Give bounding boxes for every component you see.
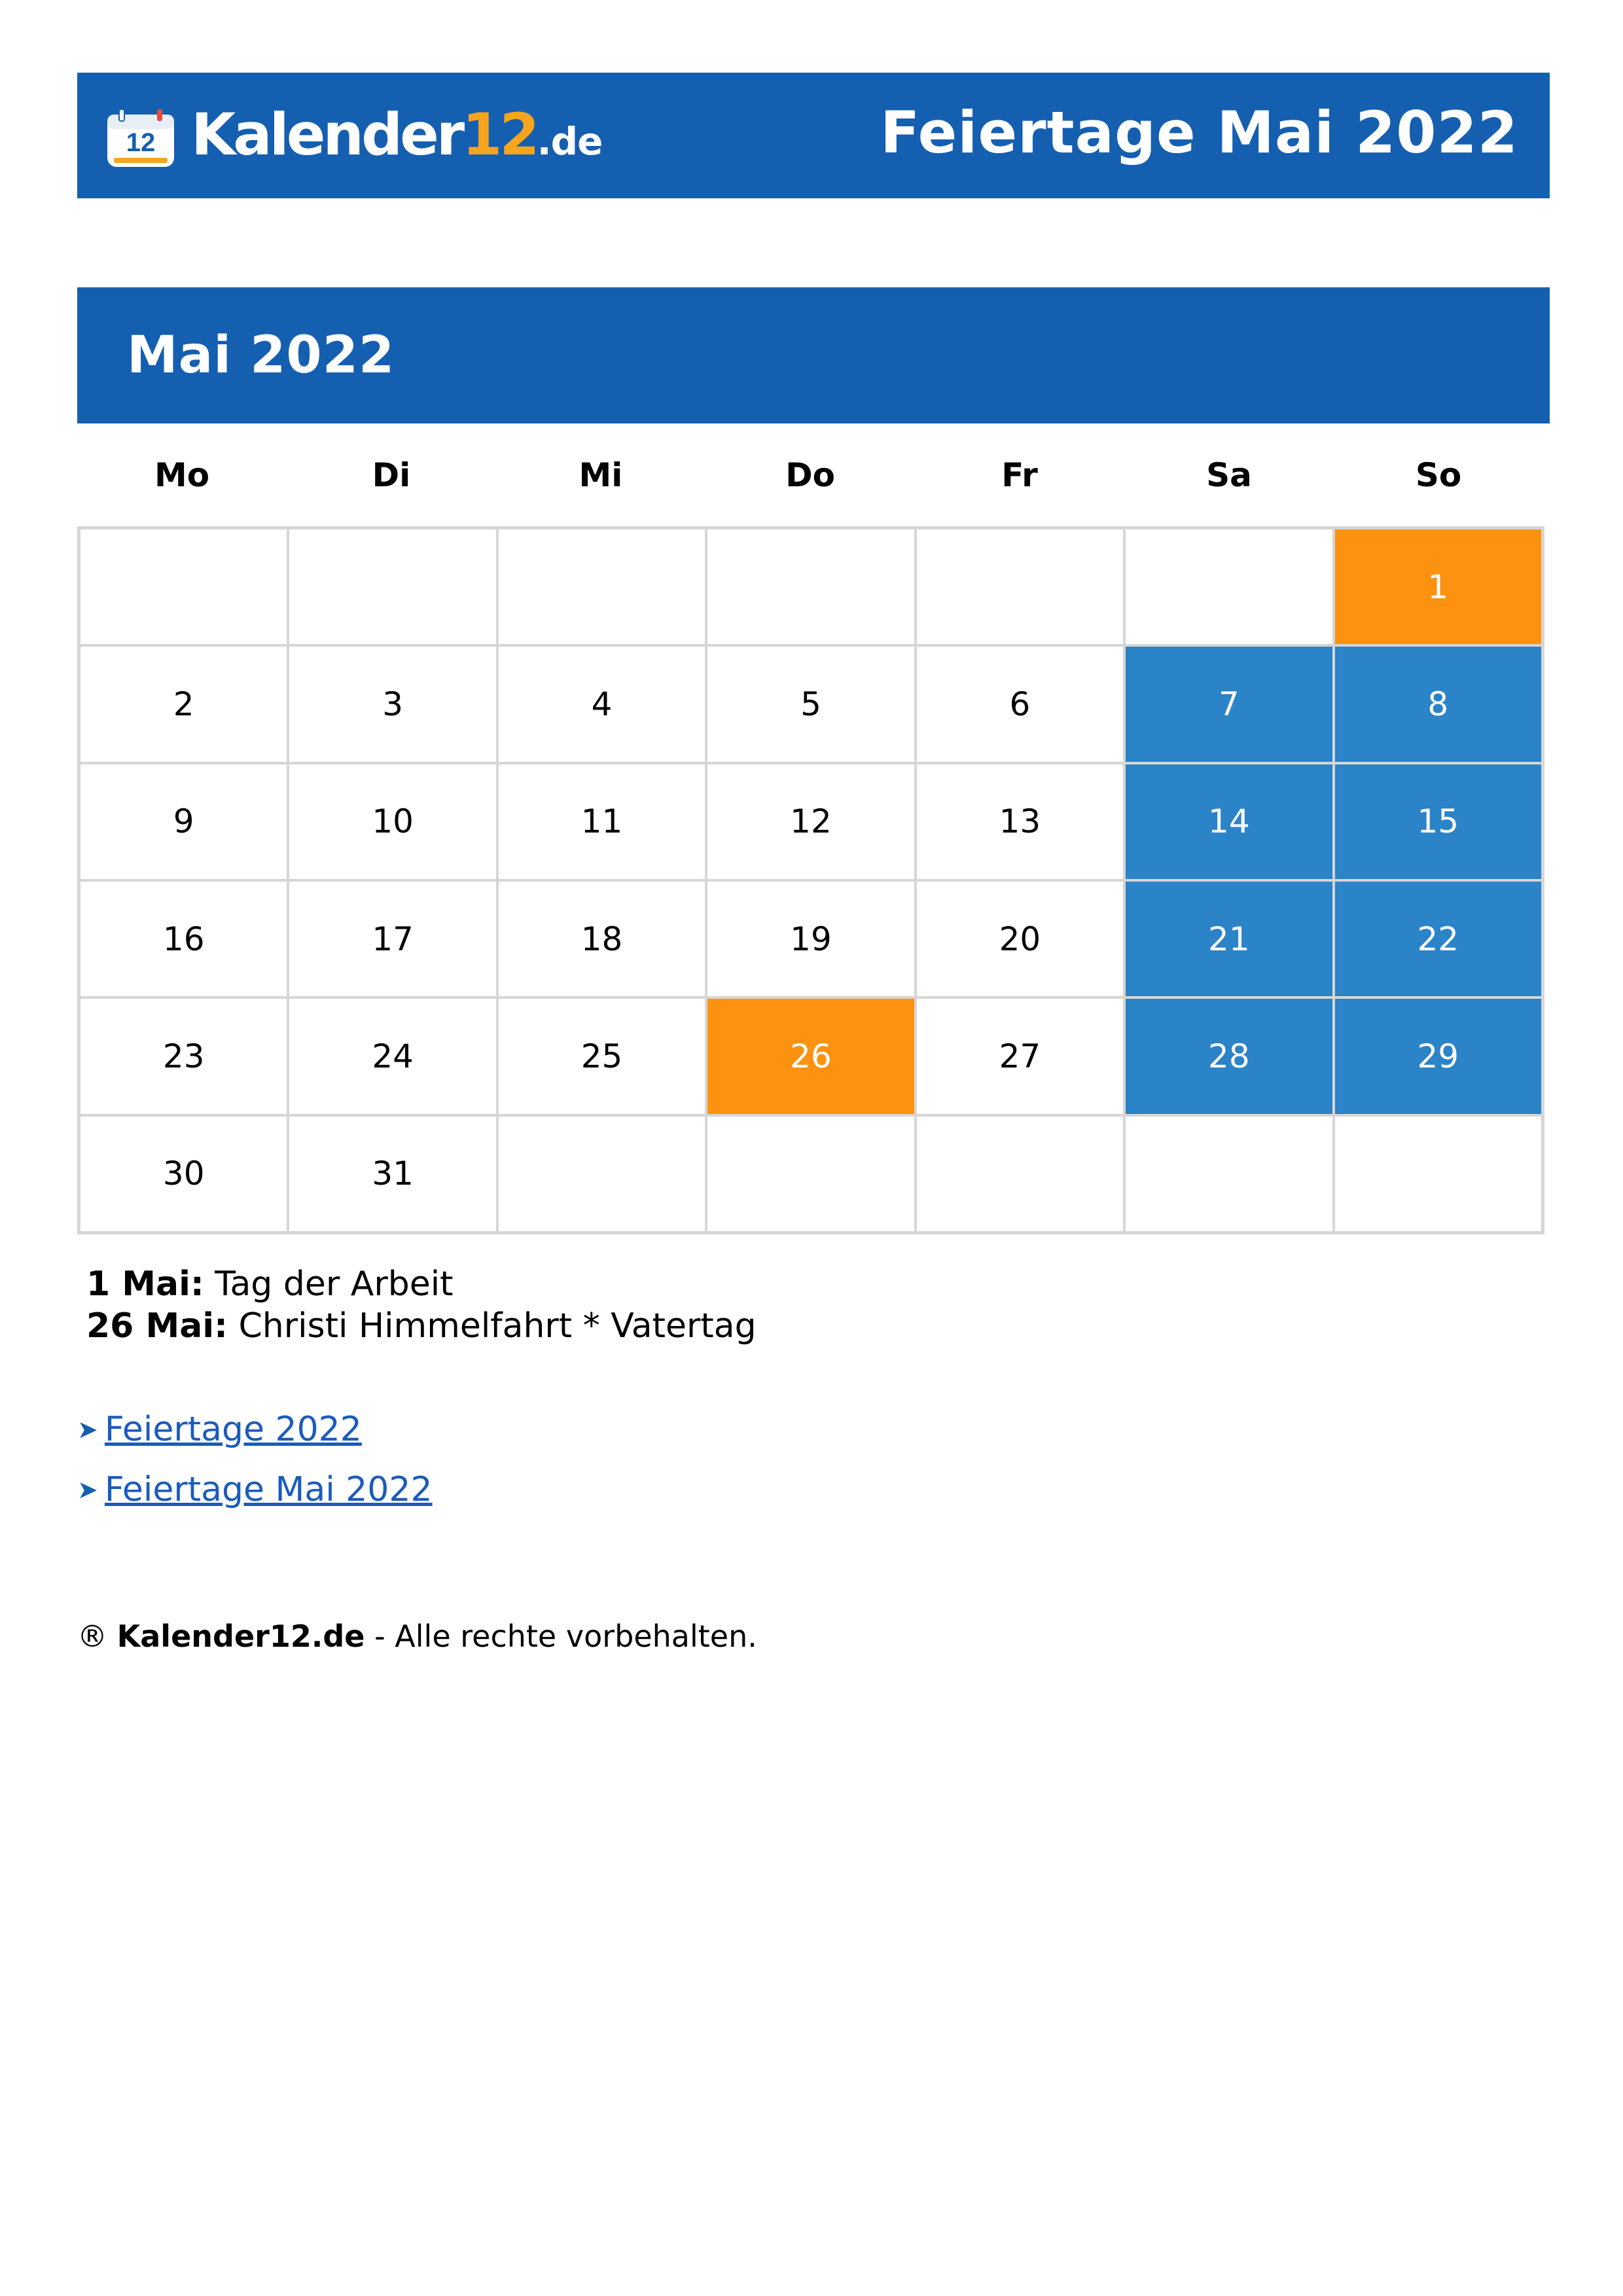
empty-day-cell: [1334, 1115, 1543, 1232]
holiday-list: [86, 1263, 757, 1347]
day-cell: 12: [706, 763, 915, 880]
empty-day-cell: [497, 528, 706, 645]
day-cell: 26: [706, 997, 915, 1115]
day-cell: 27: [916, 997, 1124, 1115]
day-cell: 11: [497, 763, 706, 880]
day-cell: 7: [1124, 645, 1333, 762]
weekday-label: Fr: [1001, 456, 1038, 494]
link-feiertage-2022[interactable]: Feiertage 2022: [104, 1410, 362, 1449]
day-cell: 6: [916, 645, 1124, 762]
day-cell: 23: [79, 997, 288, 1115]
day-cell: 8: [1334, 645, 1543, 762]
day-cell: 28: [1124, 997, 1333, 1115]
weekday-label: So: [1415, 456, 1462, 494]
day-cell: 30: [79, 1115, 288, 1232]
link-feiertage-mai-2022[interactable]: Feiertage Mai 2022: [104, 1470, 433, 1509]
arrow-right-icon: ➤: [77, 1475, 98, 1504]
day-cell: 1: [1334, 528, 1543, 645]
day-cell: 4: [497, 645, 706, 762]
holiday-entry: [86, 1305, 757, 1347]
month-title: Mai 2022: [127, 326, 395, 385]
footer-brand: Kalender12.de: [116, 1619, 365, 1654]
svg-text:12: 12: [126, 128, 156, 157]
month-header: [77, 287, 1550, 423]
empty-day-cell: [706, 1115, 915, 1232]
day-cell: 5: [706, 645, 915, 762]
footer-text: - Alle rechte vorbehalten.: [365, 1619, 757, 1654]
empty-day-cell: [497, 1115, 706, 1232]
day-cell: 16: [79, 880, 288, 997]
footer: [77, 1617, 757, 1656]
weekday-label: Di: [372, 456, 411, 494]
day-cell: 15: [1334, 763, 1543, 880]
empty-day-cell: [916, 528, 1124, 645]
day-cell: 24: [288, 997, 497, 1115]
registered-symbol: ®: [77, 1619, 107, 1654]
weekday-label: Mo: [154, 456, 210, 494]
empty-day-cell: [79, 528, 288, 645]
day-cell: 19: [706, 880, 915, 997]
day-cell: 21: [1124, 880, 1333, 997]
site-logo[interactable]: [105, 101, 603, 171]
day-cell: 29: [1334, 997, 1543, 1115]
holiday-name: Christi Himmelfahrt * Vatertag: [238, 1306, 757, 1346]
empty-day-cell: [1124, 528, 1333, 645]
weekday-label: Mi: [579, 456, 623, 494]
top-banner: [77, 73, 1550, 198]
page-title: Feiertage Mai 2022: [880, 99, 1518, 166]
day-cell: 31: [288, 1115, 497, 1232]
empty-day-cell: [916, 1115, 1124, 1232]
empty-day-cell: [706, 528, 915, 645]
weekday-label: Do: [785, 456, 835, 494]
day-cell: 18: [497, 880, 706, 997]
day-cell: 25: [497, 997, 706, 1115]
day-cell: 17: [288, 880, 497, 997]
day-cell: 22: [1334, 880, 1543, 997]
calendar-icon: [105, 108, 177, 168]
weekday-row: [77, 449, 1543, 501]
logo-wordmark: Kalender12.de: [191, 101, 603, 168]
day-cell: 2: [79, 645, 288, 762]
arrow-right-icon: ➤: [77, 1415, 98, 1444]
holiday-date: 26 Mai:: [86, 1306, 228, 1346]
empty-day-cell: [288, 528, 497, 645]
day-cell: 10: [288, 763, 497, 880]
day-cell: 3: [288, 645, 497, 762]
link-item: [77, 1469, 433, 1511]
link-list: [77, 1408, 433, 1529]
empty-day-cell: [1124, 1115, 1333, 1232]
holiday-entry: [86, 1263, 757, 1305]
day-cell: 20: [916, 880, 1124, 997]
link-item: [77, 1408, 433, 1450]
day-cell: 14: [1124, 763, 1333, 880]
day-cell: 13: [916, 763, 1124, 880]
weekday-label: Sa: [1206, 456, 1252, 494]
calendar-grid: [77, 526, 1544, 1234]
day-cell: 9: [79, 763, 288, 880]
holiday-date: 1 Mai:: [86, 1265, 204, 1304]
holiday-name: Tag der Arbeit: [215, 1265, 454, 1304]
